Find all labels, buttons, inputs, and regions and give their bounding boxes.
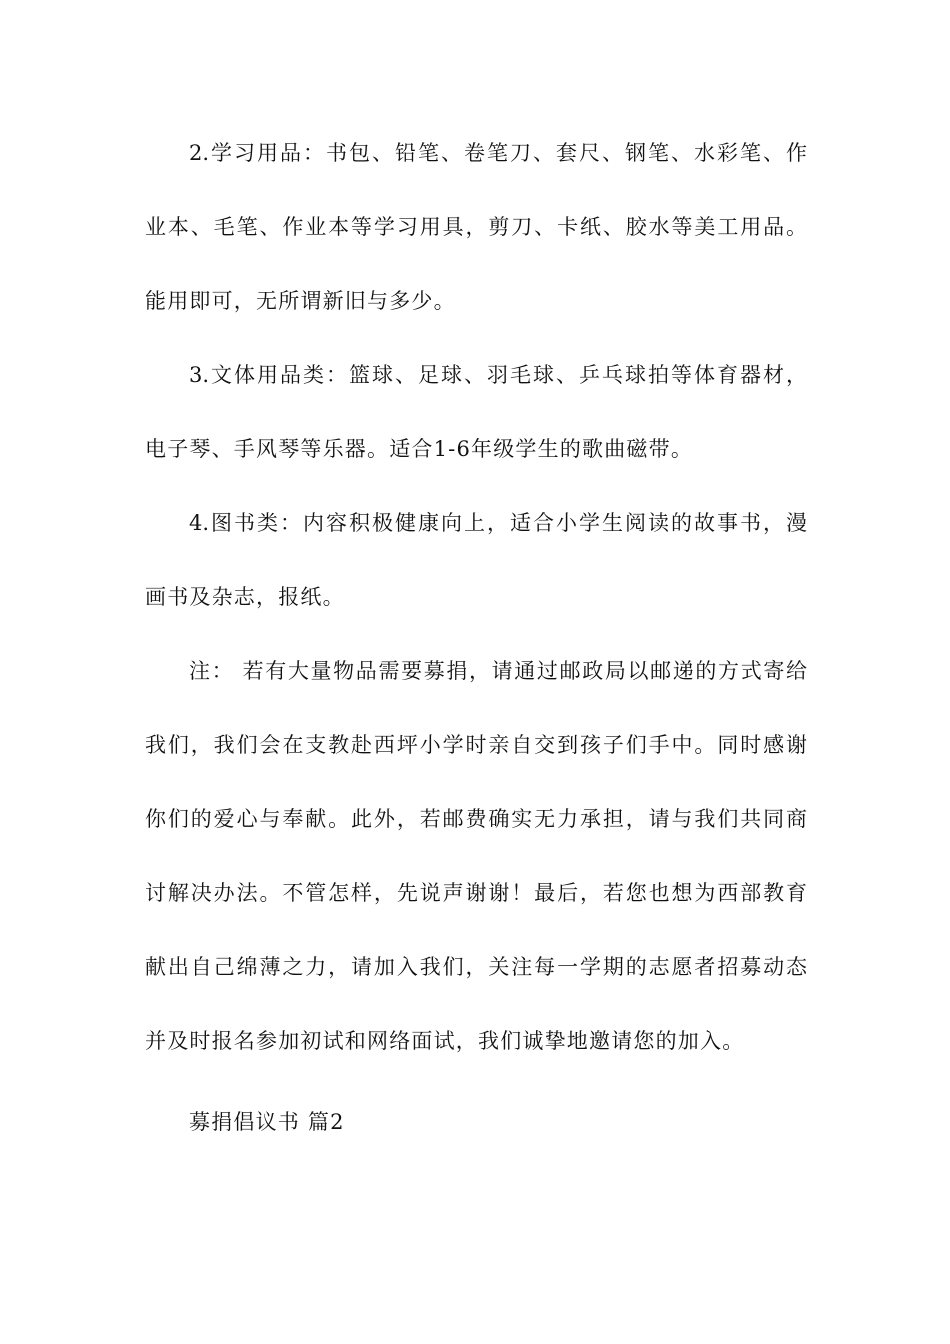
paragraph-3-line-1: 3.文体用品类：篮球、足球、羽毛球、乒乓球拍等体育器材， [189,363,807,387]
paragraph-2-line-2: 业本、毛笔、作业本等学习用具，剪刀、卡纸、胶水等美工用品。 [145,215,807,239]
note-line-1: 注： 若有大量物品需要募捐，请通过邮政局以邮递的方式寄给 [189,659,807,683]
paragraph-4-line-1: 4.图书类：内容积极健康向上，适合小学生阅读的故事书，漫 [189,511,807,535]
paragraph-2-line-3: 能用即可，无所谓新旧与多少。 [145,289,456,313]
note-line-2: 我们，我们会在支教赴西坪小学时亲自交到孩子们手中。同时感谢 [145,733,807,757]
note-line-3: 你们的爱心与奉献。此外，若邮费确实无力承担，请与我们共同商 [145,807,807,831]
paragraph-2-line-1: 2.学习用品：书包、铅笔、卷笔刀、套尺、钢笔、水彩笔、作 [189,141,807,165]
paragraph-3-line-2: 电子琴、手风琴等乐器。适合1-6年级学生的歌曲磁带。 [145,437,694,461]
section-heading: 募捐倡议书 篇2 [189,1110,345,1134]
note-line-6: 并及时报名参加初试和网络面试，我们诚挚地邀请您的加入。 [145,1029,745,1053]
paragraph-4-line-2: 画书及杂志，报纸。 [145,585,345,609]
note-line-4: 讨解决办法。不管怎样，先说声谢谢！最后，若您也想为西部教育 [145,881,807,905]
note-line-5: 献出自己绵薄之力，请加入我们，关注每一学期的志愿者招募动态 [145,955,807,979]
